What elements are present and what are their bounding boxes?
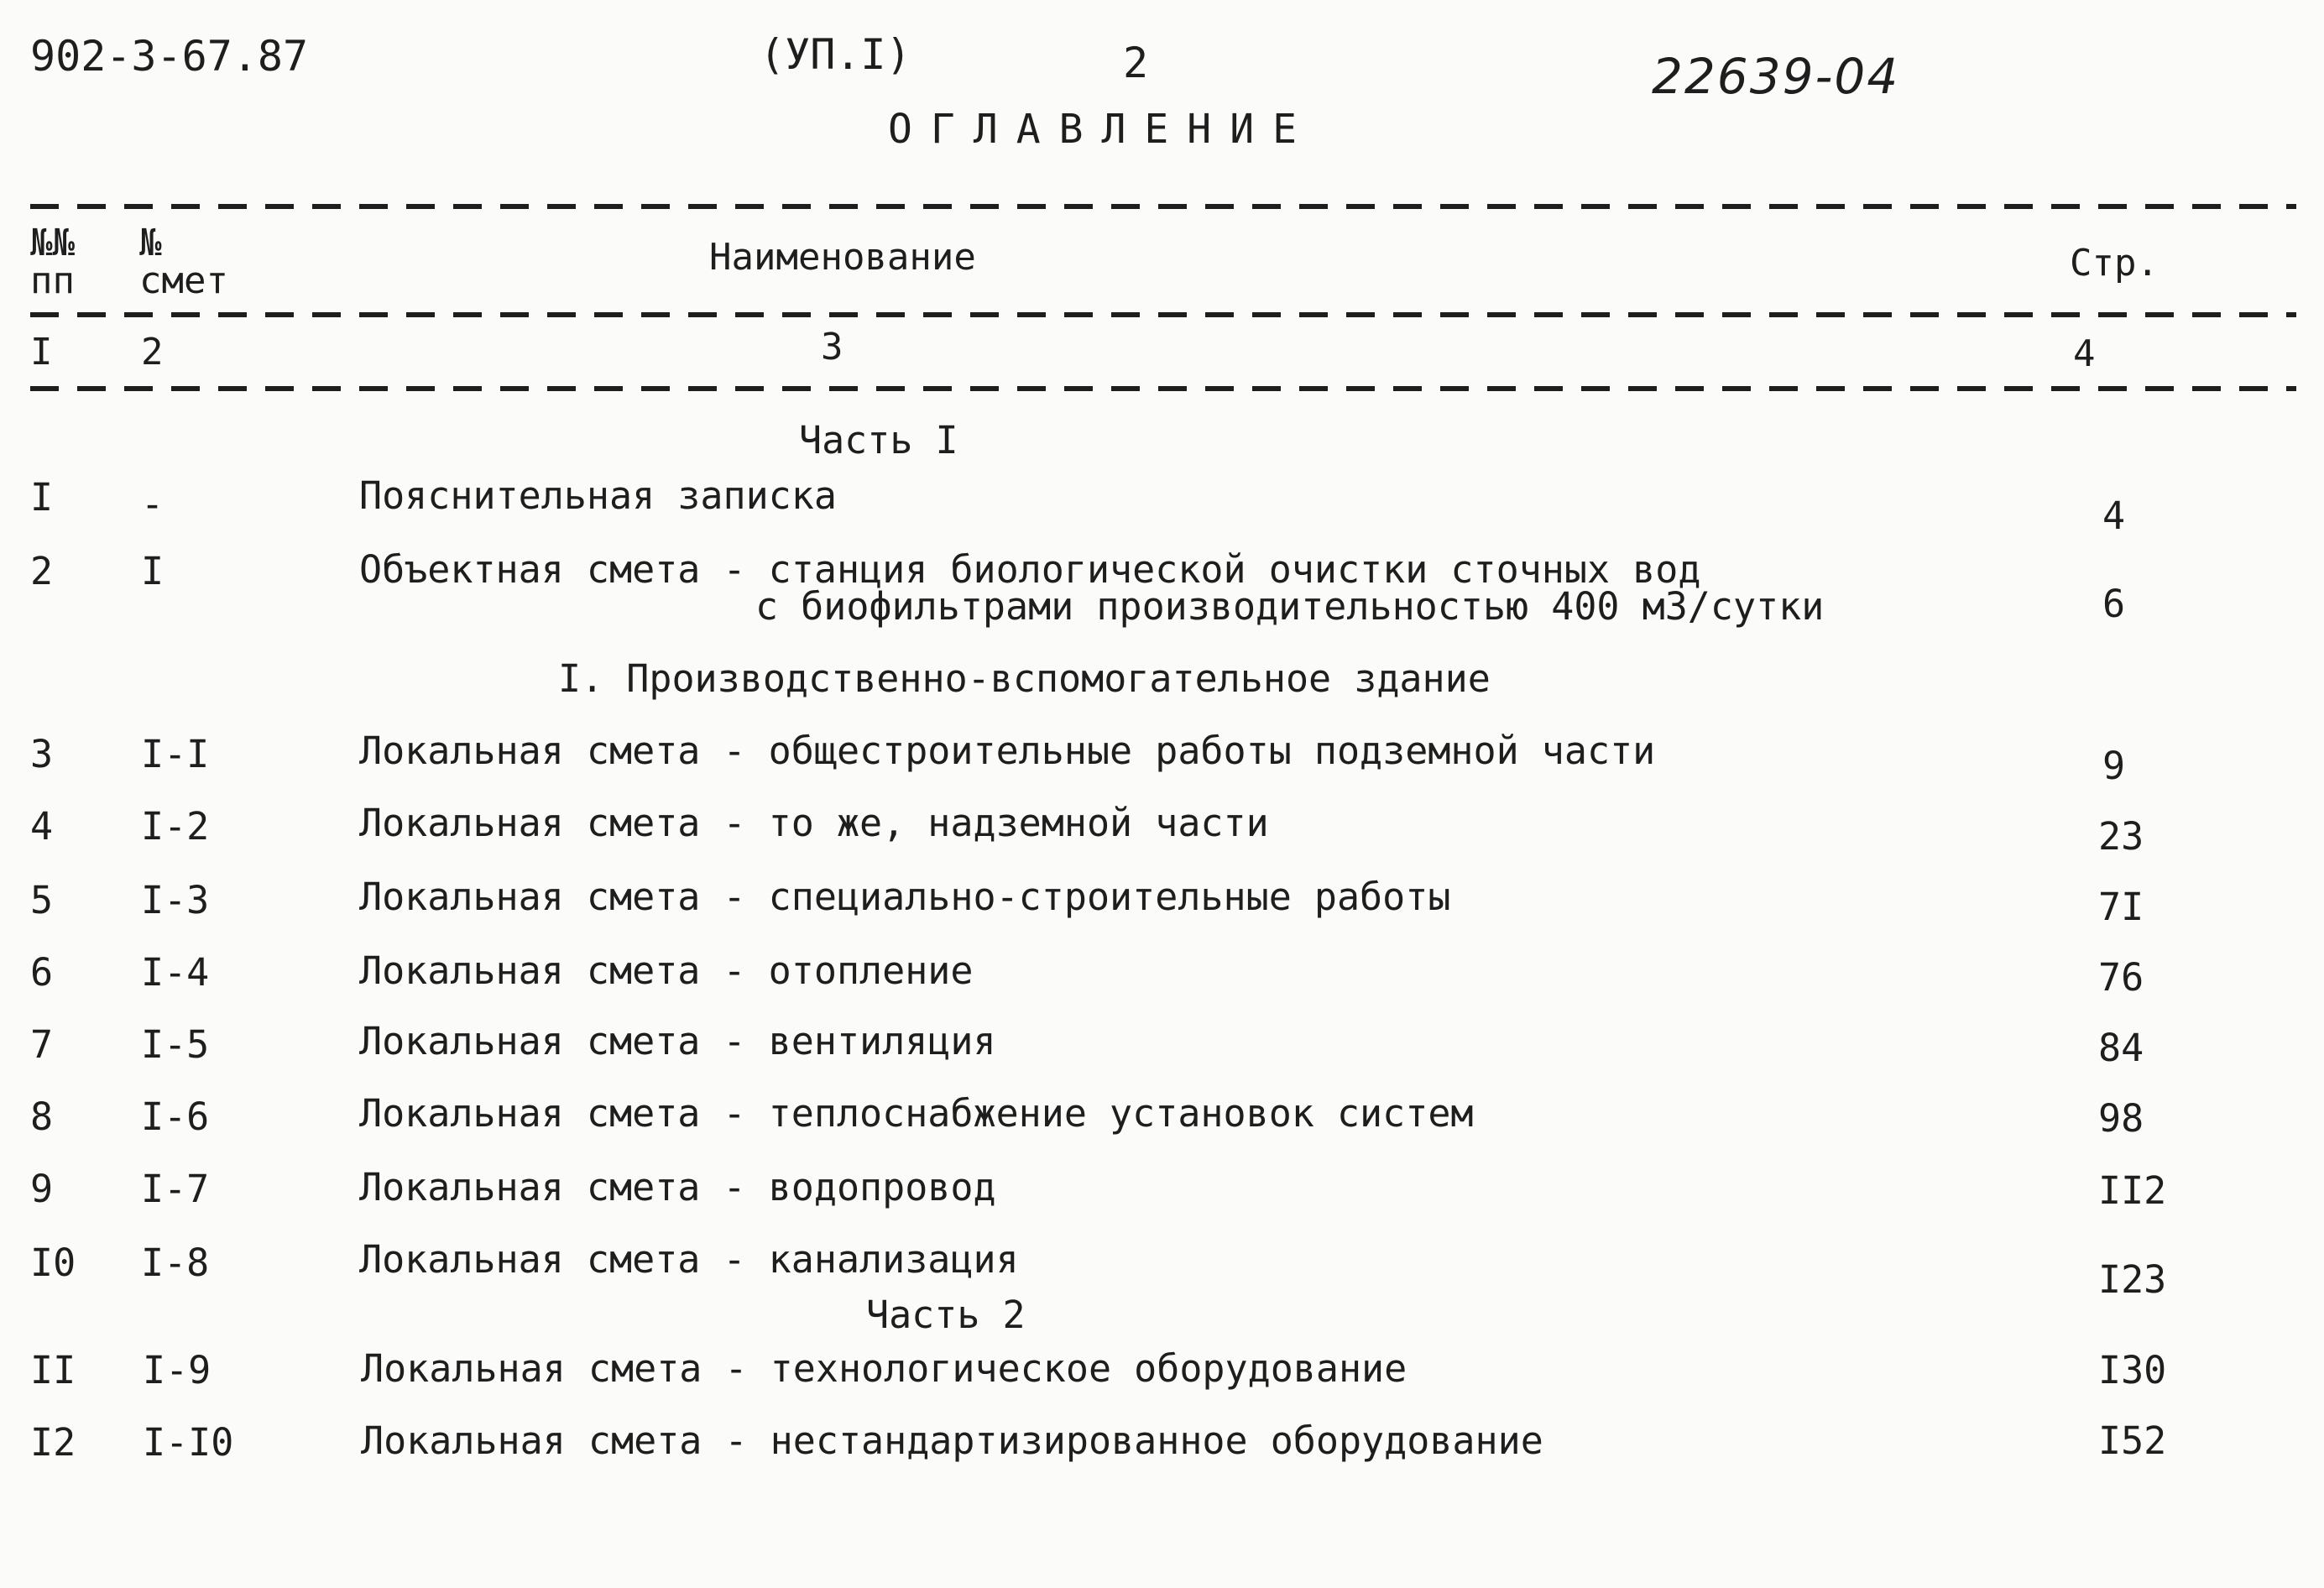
row-1-name: Пояснительная записка (359, 473, 837, 518)
row-3-smeta: I-I (141, 732, 210, 776)
row-11-smeta: I-9 (143, 1348, 212, 1392)
row-10-page: I23 (2098, 1257, 2167, 1302)
row-4-smeta: I-2 (141, 804, 210, 849)
col-name-header: Наименование (709, 236, 976, 279)
row-2-page: 6 (2102, 582, 2126, 626)
row-4-page: 23 (2098, 814, 2144, 859)
page-title: ОГЛАВЛЕНИЕ (888, 106, 1315, 153)
row-10-smeta: I-8 (141, 1241, 210, 1285)
row-4-name: Локальная смета - то же, надземной части (359, 801, 1269, 845)
row-1-page: 4 (2102, 494, 2126, 538)
row-6-num: 6 (30, 950, 54, 995)
row-9-num: 9 (30, 1167, 54, 1211)
col-num-header-line2: пп (30, 259, 75, 302)
row-5-name: Локальная смета - специально-строительные работы (359, 875, 1451, 919)
row-7-name: Локальная смета - вентиляция (359, 1019, 996, 1063)
row-6-page: 76 (2098, 955, 2144, 1000)
row-7-num: 7 (30, 1022, 54, 1067)
row-3-page: 9 (2102, 744, 2126, 788)
row-8-smeta: I-6 (141, 1094, 210, 1139)
row-6-smeta: I-4 (141, 950, 210, 995)
col-number-2: 2 (141, 331, 164, 373)
row-9-smeta: I-7 (141, 1167, 210, 1211)
col-page-header: Стр. (2070, 242, 2159, 285)
row-2-name: Объектная смета - станция биологической очистки сточных вод (359, 547, 1701, 592)
page-number: 2 (1123, 39, 1149, 87)
section-part-1: Часть I (799, 418, 958, 462)
row-11-num: II (30, 1348, 76, 1392)
row-11-page: I30 (2098, 1348, 2167, 1392)
album-label: (УП.I) (760, 30, 911, 79)
col-smeta-header-line2: смет (139, 259, 228, 302)
col-number-1: I (30, 331, 53, 373)
row-2-num: 2 (30, 549, 54, 593)
row-10-num: I0 (30, 1241, 76, 1285)
row-12-num: I2 (30, 1420, 76, 1465)
row-6-name: Локальная смета - отопление (359, 948, 974, 993)
row-12-smeta: I-I0 (143, 1420, 234, 1465)
row-7-page: 84 (2098, 1026, 2144, 1070)
row-2-name-continued: с биофильтрами производительностью 400 м3/сутки (755, 584, 1825, 629)
row-8-name: Локальная смета - теплоснабжение установок систем (359, 1091, 1474, 1136)
table-header-bottom-rule (30, 386, 2296, 391)
table-top-rule (30, 204, 2296, 209)
col-number-3: 3 (821, 326, 843, 368)
col-number-4: 4 (2073, 332, 2096, 375)
row-1-smeta: - (141, 482, 165, 526)
row-1-num: I (30, 475, 54, 520)
row-12-page: I52 (2098, 1418, 2167, 1463)
row-5-num: 5 (30, 878, 54, 922)
row-11-name: Локальная смета - технологическое оборудование (361, 1346, 1407, 1391)
inventory-number: 22639-04 (1652, 48, 1900, 105)
row-4-num: 4 (30, 804, 54, 849)
row-9-name: Локальная смета - водопровод (359, 1165, 996, 1209)
row-2-smeta: I (141, 549, 165, 593)
header-separator-rule (30, 312, 2296, 317)
row-8-page: 98 (2098, 1096, 2144, 1141)
row-5-smeta: I-3 (141, 878, 210, 922)
row-10-name: Локальная смета - канализация (359, 1237, 1019, 1282)
row-8-num: 8 (30, 1094, 54, 1139)
row-12-name: Локальная смета - нестандартизированное оборудование (361, 1418, 1543, 1463)
section-building-1: I. Производственно-вспомогательное здание (558, 656, 1491, 701)
document-code: 902-3-67.87 (30, 32, 309, 81)
col-smeta-header-line1: № (139, 222, 162, 264)
row-9-page: II2 (2098, 1168, 2167, 1213)
section-part-2: Часть 2 (866, 1293, 1026, 1337)
row-3-name: Локальная смета - общестроительные работы подземной части (359, 729, 1656, 773)
row-5-page: 7I (2098, 885, 2144, 929)
row-3-num: 3 (30, 732, 54, 776)
row-7-smeta: I-5 (141, 1022, 210, 1067)
col-num-header-line1: №№ (30, 222, 75, 264)
